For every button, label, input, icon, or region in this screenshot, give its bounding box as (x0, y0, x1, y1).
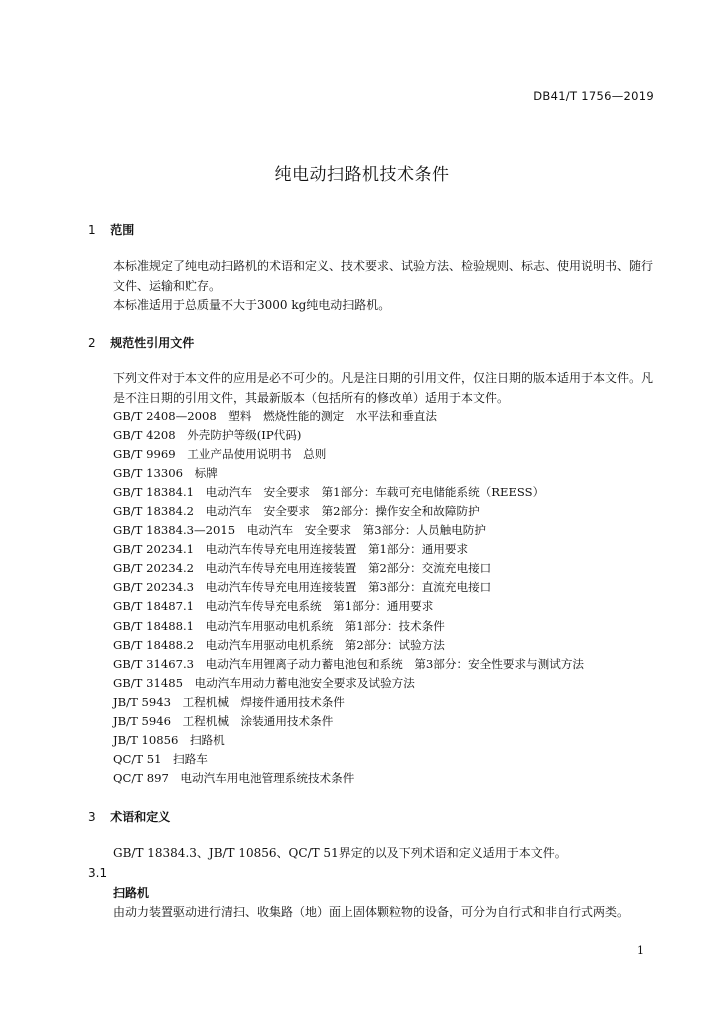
section-2-title: 规范性引用文件 (110, 336, 195, 350)
page-number: 1 (637, 944, 644, 957)
reference-item: JB/T 5943 工程机械 焊接件通用技术条件 (113, 694, 345, 709)
section-3-heading (88, 808, 170, 825)
reference-list (113, 407, 584, 788)
reference-item: GB/T 18488.2 电动汽车用驱动电机系统 第2部分：试验方法 (113, 637, 445, 652)
section-3-title: 术语和定义 (110, 810, 171, 824)
term-definition: 由动力装置驱动进行清扫、收集路（地）面上固体颗粒物的设备，可分为自行式和非自行式两类。 (113, 905, 630, 919)
scope-paragraph: 本标准规定了纯电动扫路机的术语和定义、技术要求、试验方法、检验规则、标志、使用说明书、随行文件、运输和贮存。 (113, 259, 654, 293)
section-1-body (88, 257, 660, 316)
section-2-intro (88, 369, 660, 408)
reference-item: GB/T 18384.1 电动汽车 安全要求 第1部分：车载可充电储能系统（REESS） (113, 485, 545, 500)
terms-intro-paragraph: GB/T 18384.3、JB/T 10856、QC/T 51界定的以及下列术语和定义适用于本文件。 (113, 846, 567, 860)
section-3-number: 3 (88, 810, 96, 824)
reference-item: GB/T 13306 标牌 (113, 466, 218, 481)
term-name: 扫路机 (113, 886, 150, 900)
reference-item: GB/T 18384.3—2015 电动汽车 安全要求 第3部分：人员触电防护 (113, 523, 486, 538)
reference-item: GB/T 20234.1 电动汽车传导充电用连接装置 第1部分：通用要求 (113, 542, 469, 557)
document-title: 纯电动扫路机技术条件 (274, 165, 450, 185)
reference-item: QC/T 897 电动汽车用电池管理系统技术条件 (113, 770, 355, 785)
reference-item: JB/T 5946 工程机械 涂装通用技术条件 (113, 713, 334, 728)
reference-item: GB/T 4208 外壳防护等级(IP代码) (113, 428, 302, 443)
reference-item: QC/T 51 扫路车 (113, 751, 208, 766)
standard-code: DB41/T 1756—2019 (533, 89, 654, 103)
section-3-intro (88, 844, 660, 864)
reference-item: GB/T 9969 工业产品使用说明书 总则 (113, 447, 327, 462)
reference-item: GB/T 18384.2 电动汽车 安全要求 第2部分：操作安全和故障防护 (113, 504, 480, 519)
applicability-paragraph: 本标准适用于总质量不大于3000 kg纯电动扫路机。 (113, 298, 391, 312)
reference-item: JB/T 10856 扫路机 (113, 732, 225, 747)
section-2-heading (88, 334, 194, 351)
reference-item: GB/T 20234.3 电动汽车传导充电用连接装置 第3部分：直流充电接口 (113, 580, 492, 595)
reference-item: GB/T 18487.1 电动汽车传导充电系统 第1部分：通用要求 (113, 599, 434, 614)
reference-item: GB/T 31485 电动汽车用动力蓄电池安全要求及试验方法 (113, 675, 415, 690)
section-2-number: 2 (88, 336, 96, 350)
references-intro-paragraph: 下列文件对于本文件的应用是必不可少的。凡是注日期的引用文件，仅注日期的版本适用于本文件。凡是不注日期的引用文件，其最新版本（包括所有的修改单）适用于本文件。 (113, 371, 654, 405)
term-number: 3.1 (88, 866, 108, 880)
reference-item: GB/T 20234.2 电动汽车传导充电用连接装置 第2部分：交流充电接口 (113, 561, 492, 576)
reference-item: GB/T 31467.3 电动汽车用锂离子动力蓄电池包和系统 第3部分：安全性要求与测试方法 (113, 656, 585, 671)
section-1-number: 1 (88, 223, 96, 237)
section-1-title: 范围 (110, 223, 135, 237)
section-1-heading (88, 221, 134, 238)
reference-item: GB/T 18488.1 电动汽车用驱动电机系统 第1部分：技术条件 (113, 618, 445, 633)
reference-item: GB/T 2408—2008 塑料 燃烧性能的测定 水平法和垂直法 (113, 409, 437, 423)
